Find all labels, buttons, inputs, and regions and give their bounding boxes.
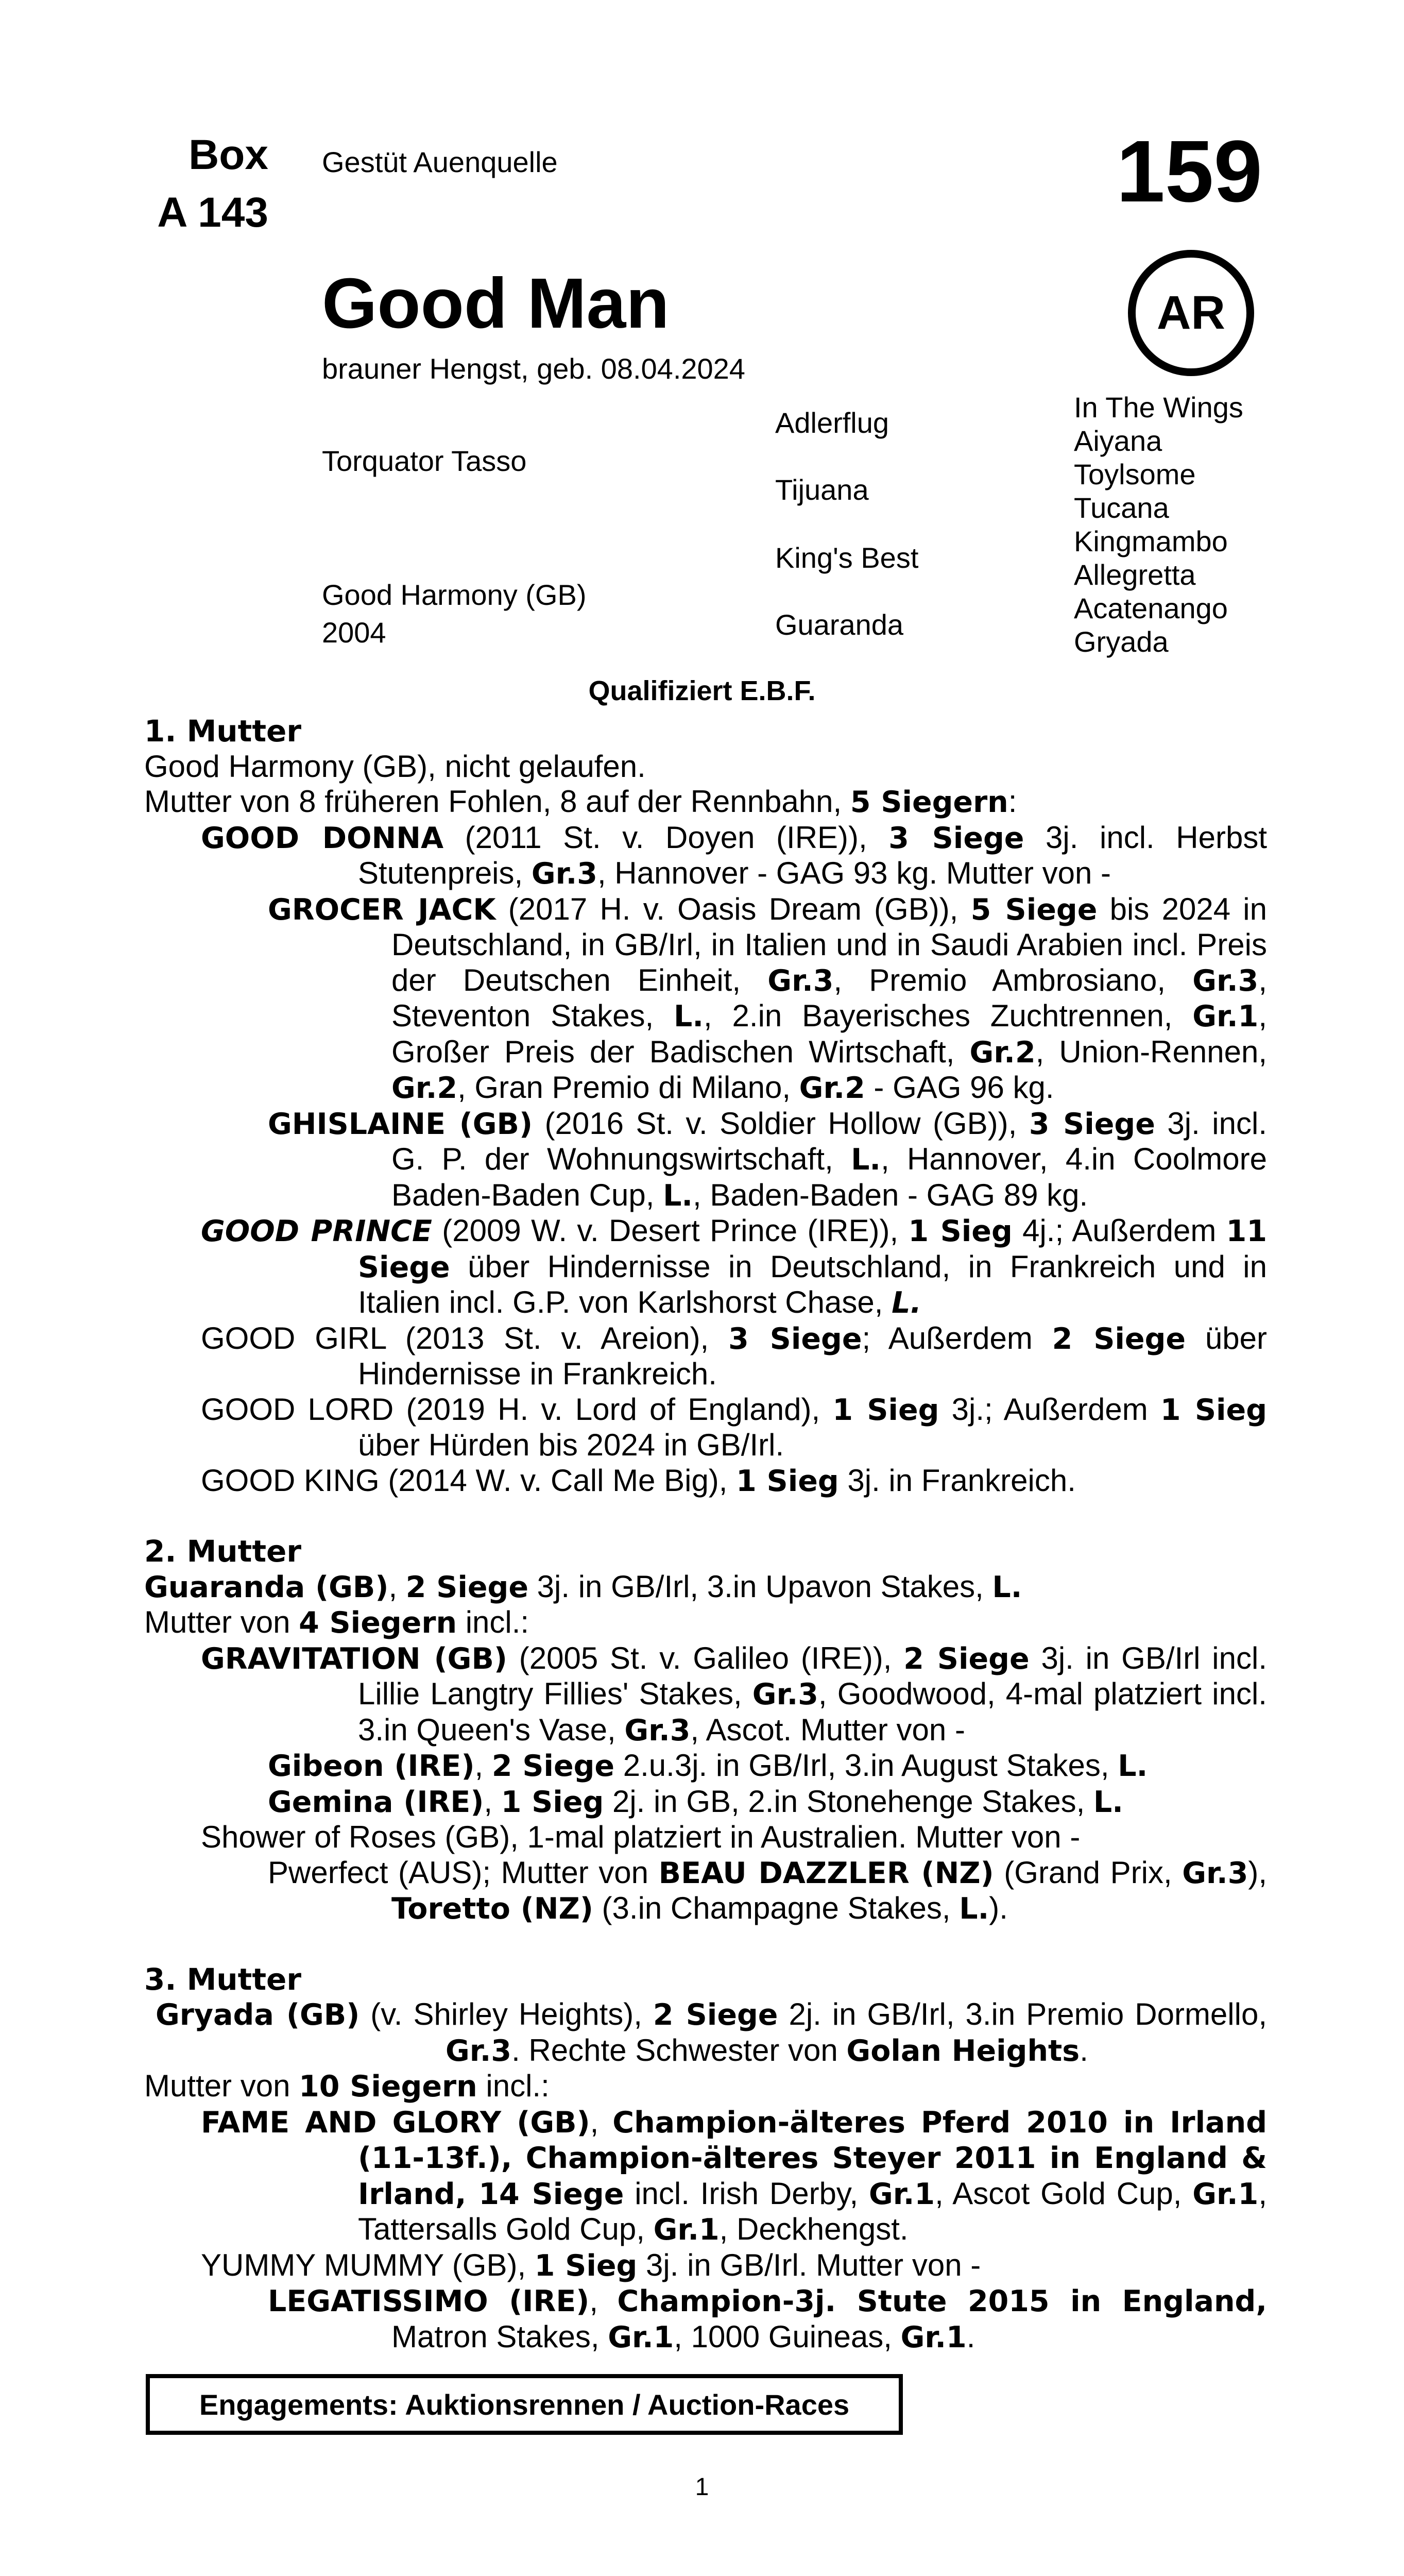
text: incl.: [457, 1605, 529, 1639]
text: . [1080, 2032, 1088, 2067]
text: GOOD LORD (2019 H. v. Lord of England), [201, 1392, 833, 1427]
box-label: Box [189, 131, 268, 178]
emphasis-text: GOOD DONNA [201, 821, 444, 855]
horse-description: brauner Hengst, geb. 08.04.2024 [322, 352, 745, 385]
produce-entry-good-king [144, 1463, 1267, 1499]
pedigree-g3-1: In The Wings [1074, 391, 1243, 423]
text: Mutter von 8 früheren Fohlen, 8 auf der Rennbahn, [144, 784, 850, 819]
text: Pwerfect (AUS); Mutter von [268, 1855, 659, 1890]
third-dam-produce [144, 2069, 1267, 2105]
pedigree-g3-8: Gryada [1074, 625, 1169, 658]
engagements-box [146, 2374, 903, 2435]
pedigree-dam-sire: King's Best [775, 541, 919, 574]
text: , Hannover - GAG 93 kg. Mutter von - [597, 856, 1111, 890]
produce-entry-fame-and-glory [144, 2105, 1267, 2248]
text: , Steventon Stakes, [391, 962, 1267, 1033]
second-dam-intro [144, 1569, 1267, 1605]
emphasis-text: 11 Siege [358, 1214, 1267, 1284]
emphasis-text: 1 Sieg [908, 1214, 1013, 1248]
emphasis-text: Gr.1 [900, 2320, 967, 2354]
text: (v. Shirley Heights), [359, 1997, 653, 2031]
emphasis-text: 1 Sieg [534, 2248, 638, 2283]
text: Mutter von [144, 1605, 299, 1639]
text: , 2.in Bayerisches Zuchtrennen, [704, 998, 1193, 1033]
spacer [144, 1927, 1267, 1962]
emphasis-text: 1 Sieg [736, 1464, 839, 1498]
emphasis-text: Gr.1 [608, 2320, 674, 2354]
text: , Deckhengst. [719, 2212, 909, 2246]
first-dam-heading: 1. Mutter [144, 714, 301, 749]
qualification: Qualifiziert E.B.F. [588, 675, 816, 706]
emphasis-text: Gryada (GB) [156, 1998, 360, 2032]
text: (2011 St. v. Doyen (IRE)), [443, 820, 889, 855]
produce-entry-yummy-mummy [144, 2248, 1267, 2284]
emphasis-text: BEAU DAZZLER (NZ) [658, 1856, 994, 1890]
emphasis-text: 1 Sieg [501, 1785, 604, 1819]
text: , Ascot Gold Cup, [935, 2176, 1193, 2211]
pedigree-sire-sire: Adlerflug [775, 406, 889, 439]
page-number: 1 [695, 2473, 709, 2501]
pedigree-g3-2: Aiyana [1074, 425, 1162, 457]
text: 2.u.3j. in GB/Irl, 3.in August Stakes, [614, 1748, 1118, 1783]
text: GOOD GIRL (2013 St. v. Areion), [201, 1320, 729, 1355]
second-dam-heading: 2. Mutter [144, 1534, 301, 1569]
emphasis-text: L. [959, 1892, 989, 1926]
emphasis-text: 2 Siege [653, 1998, 778, 2032]
box-number: A 143 [157, 189, 268, 236]
text: (2005 St. v. Galileo (IRE)), [507, 1640, 904, 1675]
emphasis-text: L. [674, 999, 704, 1033]
text: , Baden-Baden - GAG 89 kg. [693, 1177, 1088, 1212]
emphasis-text: Gr.2 [969, 1035, 1036, 1070]
text: GOOD KING (2014 W. v. Call Me Big), [201, 1463, 737, 1498]
text: 3j. in Frankreich. [838, 1463, 1076, 1498]
pedigree-dam-dam: Guaranda [775, 608, 904, 641]
text: (3.in Champagne Stakes, [593, 1891, 960, 1925]
emphasis-text: GOOD PRINCE [201, 1214, 432, 1248]
pedigree-sire: Torquator Tasso [322, 445, 527, 477]
pedigree-g3-6: Allegretta [1074, 558, 1196, 591]
produce-entry-pwerfect [144, 1855, 1267, 1927]
emphasis-text: Gr.1 [1192, 999, 1259, 1033]
emphasis-text: Gr.3 [1182, 1856, 1248, 1890]
text: über Hindernisse in Deutschland, in Frankreich und in Italien incl. G.P. von Karlshorst Chase, [358, 1249, 1267, 1319]
text: YUMMY MUMMY (GB), [201, 2247, 535, 2282]
pedigree-dam-year: 2004 [322, 616, 386, 649]
emphasis-text: L. [663, 1178, 693, 1213]
text: . [966, 2319, 975, 2354]
emphasis-text: 3 Siege [1029, 1107, 1155, 1141]
emphasis-text: FAME AND GLORY (GB) [201, 2105, 590, 2140]
emphasis-text: Gr.1 [1192, 2177, 1259, 2211]
text: 2j. in GB, 2.in Stonehenge Stakes, [604, 1784, 1093, 1819]
third-dam-heading: 3. Mutter [144, 1961, 301, 1997]
emphasis-text: GROCER JACK [268, 892, 496, 927]
text: (2017 H. v. Oasis Dream (GB)), [495, 891, 971, 926]
text: , Ascot. Mutter von - [690, 1712, 965, 1747]
text: , Premio Ambrosiano, [833, 962, 1193, 997]
text: . Rechte Schwester von [511, 2032, 847, 2067]
emphasis-text: Gr.3 [752, 1677, 818, 1711]
emphasis-text: Gr.3 [624, 1713, 691, 1748]
emphasis-text: Golan Heights [846, 2033, 1080, 2068]
text: : [1008, 784, 1017, 819]
produce-entry-good-prince [144, 1213, 1267, 1321]
emphasis-text: Gr.2 [799, 1071, 865, 1105]
text: Mutter von [144, 2069, 299, 2103]
text: über Hürden bis 2024 in GB/Irl. [358, 1428, 784, 1462]
first-dam-produce [144, 784, 1267, 820]
emphasis-text: Champion-3j. Stute 2015 in England, [617, 2284, 1268, 2318]
text: ; Außerdem [862, 1320, 1052, 1355]
emphasis-text: 2 Siege [491, 1749, 615, 1783]
text: 2j. in GB/Irl, 3.in Premio Dormello, [778, 1997, 1267, 2031]
text: , [388, 1569, 406, 1604]
produce-entry-ghislaine [144, 1106, 1267, 1214]
emphasis-text: Champion-älteres Pferd 2010 in Irland (11-13f.), Champion-älteres Steyer 2011 in England & Irland, 14 Siege [358, 2105, 1268, 2211]
text: , 1000 Guineas, [674, 2319, 901, 2354]
consignor: Gestüt Auenquelle [322, 146, 558, 178]
text: über Hindernisse in Frankreich. [358, 1320, 1268, 1391]
text: , [484, 1784, 501, 1819]
produce-entry-good-lord [144, 1392, 1267, 1463]
emphasis-text: 5 Siege [970, 892, 1098, 927]
produce-entry-grocer-jack [144, 892, 1267, 1106]
text: (2016 St. v. Soldier Hollow (GB)), [533, 1106, 1029, 1141]
text: - GAG 96 kg. [865, 1070, 1054, 1105]
emphasis-text: L. [851, 1143, 881, 1177]
produce-entry-good-donna [144, 820, 1267, 892]
text: incl.: [477, 2069, 550, 2103]
spacer [144, 1499, 1267, 1534]
emphasis-text: LEGATISSIMO (IRE) [268, 2284, 590, 2318]
emphasis-text: Gr.3 [446, 2033, 512, 2068]
text: , Hannover, 4.in Coolmore Baden-Baden Cup, [391, 1142, 1268, 1212]
text: (Grand Prix, [994, 1855, 1183, 1890]
emphasis-text: 1 Sieg [832, 1393, 939, 1427]
text: Matron Stakes, [391, 2319, 608, 2354]
pedigree-g3-5: Kingmambo [1074, 525, 1228, 557]
ar-badge-label: AR [1157, 286, 1225, 339]
ar-badge [1128, 250, 1254, 376]
produce-entry-gemina [144, 1784, 1267, 1820]
text: 3j. in GB/Irl, 3.in Upavon Stakes, [528, 1569, 992, 1604]
emphasis-text: 3 Siege [888, 821, 1024, 855]
emphasis-text: 1 Sieg [1160, 1393, 1267, 1427]
emphasis-text: L. [1118, 1749, 1148, 1783]
text: ). [989, 1891, 1008, 1925]
emphasis-text: 2 Siege [1052, 1321, 1186, 1356]
pedigree-g3-4: Tucana [1074, 492, 1169, 524]
pedigree-dam: Good Harmony (GB) [322, 579, 587, 611]
text: , [474, 1748, 492, 1783]
winners-count: 5 Siegern [850, 785, 1008, 819]
emphasis-text: 4 Siegern [299, 1606, 457, 1640]
produce-entry-gravitation [144, 1641, 1267, 1749]
text: Shower of Roses (GB), 1-mal platziert in Australien. Mutter von - [201, 1820, 1081, 1854]
text: 3j. incl. G. P. der Wohnungswirtschaft, [391, 1106, 1267, 1176]
emphasis-text: Gr.3 [1192, 963, 1259, 998]
emphasis-text: Gibeon (IRE) [268, 1749, 475, 1783]
third-dam-intro [144, 1997, 1267, 2069]
engagements-label: Engagements: Auktionsrennen / Auction-Races [199, 2388, 850, 2421]
catalogue-body [144, 714, 1267, 2355]
text: , Tattersalls Gold Cup, [358, 2176, 1267, 2246]
first-dam-intro: Good Harmony (GB), nicht gelaufen. [144, 749, 646, 784]
text: 3j. in GB/Irl incl. Lillie Langtry Fillies' Stakes, [358, 1640, 1267, 1711]
emphasis-text: Gr.3 [767, 963, 834, 998]
text: 3j.; Außerdem [939, 1392, 1160, 1427]
text: (2009 W. v. Desert Prince (IRE)), [432, 1213, 909, 1248]
emphasis-text: GHISLAINE (GB) [268, 1107, 533, 1141]
produce-entry-legatissimo [144, 2283, 1267, 2355]
text: 3j. in GB/Irl. Mutter von - [637, 2247, 981, 2282]
text: , Goodwood, 4-mal platziert incl. 3.in Queen's Vase, [358, 1676, 1267, 1747]
emphasis-text: Gr.1 [868, 2177, 935, 2211]
emphasis-text: Gr.2 [391, 1071, 458, 1105]
emphasis-text: L. [992, 1570, 1022, 1604]
emphasis-text: L. [892, 1286, 922, 1320]
emphasis-text: Gr.3 [531, 857, 597, 891]
text: 4j.; Außerdem [1012, 1213, 1226, 1248]
text: , [590, 2104, 613, 2139]
emphasis-text: Guaranda (GB) [144, 1570, 389, 1604]
text: , Großer Preis der Badischen Wirtschaft, [391, 998, 1267, 1069]
horse-name: Good Man [322, 264, 670, 343]
emphasis-text: GRAVITATION (GB) [201, 1641, 507, 1676]
emphasis-text: 2 Siege [903, 1641, 1030, 1676]
lot-number: 159 [1116, 123, 1262, 221]
second-dam-produce [144, 1605, 1267, 1641]
produce-entry-shower-of-roses [144, 1820, 1267, 1855]
emphasis-text: L. [1093, 1785, 1123, 1819]
emphasis-text: 2 Siege [405, 1570, 528, 1604]
emphasis-text: 3 Siege [728, 1321, 862, 1356]
emphasis-text: Gemina (IRE) [268, 1785, 484, 1819]
produce-entry-gibeon [144, 1748, 1267, 1784]
text: , Union-Rennen, [1035, 1034, 1267, 1069]
emphasis-text: 10 Siegern [299, 2070, 477, 2104]
emphasis-text: Toretto (NZ) [391, 1892, 593, 1926]
text: bis 2024 in Deutschland, in GB/Irl, in Italien und in Saudi Arabien incl. Preis der Deutschen Einheit, [391, 891, 1268, 997]
text: , Gran Premio di Milano, [457, 1070, 799, 1105]
pedigree-g3-3: Toylsome [1074, 458, 1196, 490]
pedigree-sire-dam: Tijuana [775, 473, 869, 506]
text: , [589, 2283, 618, 2318]
text: ), [1248, 1855, 1268, 1890]
pedigree-g3-7: Acatenango [1074, 592, 1228, 624]
produce-entry-good-girl [144, 1321, 1267, 1392]
text: 3j. incl. Herbst Stutenpreis, [358, 820, 1268, 890]
emphasis-text: Gr.1 [653, 2213, 720, 2247]
text: incl. Irish Derby, [624, 2176, 869, 2211]
